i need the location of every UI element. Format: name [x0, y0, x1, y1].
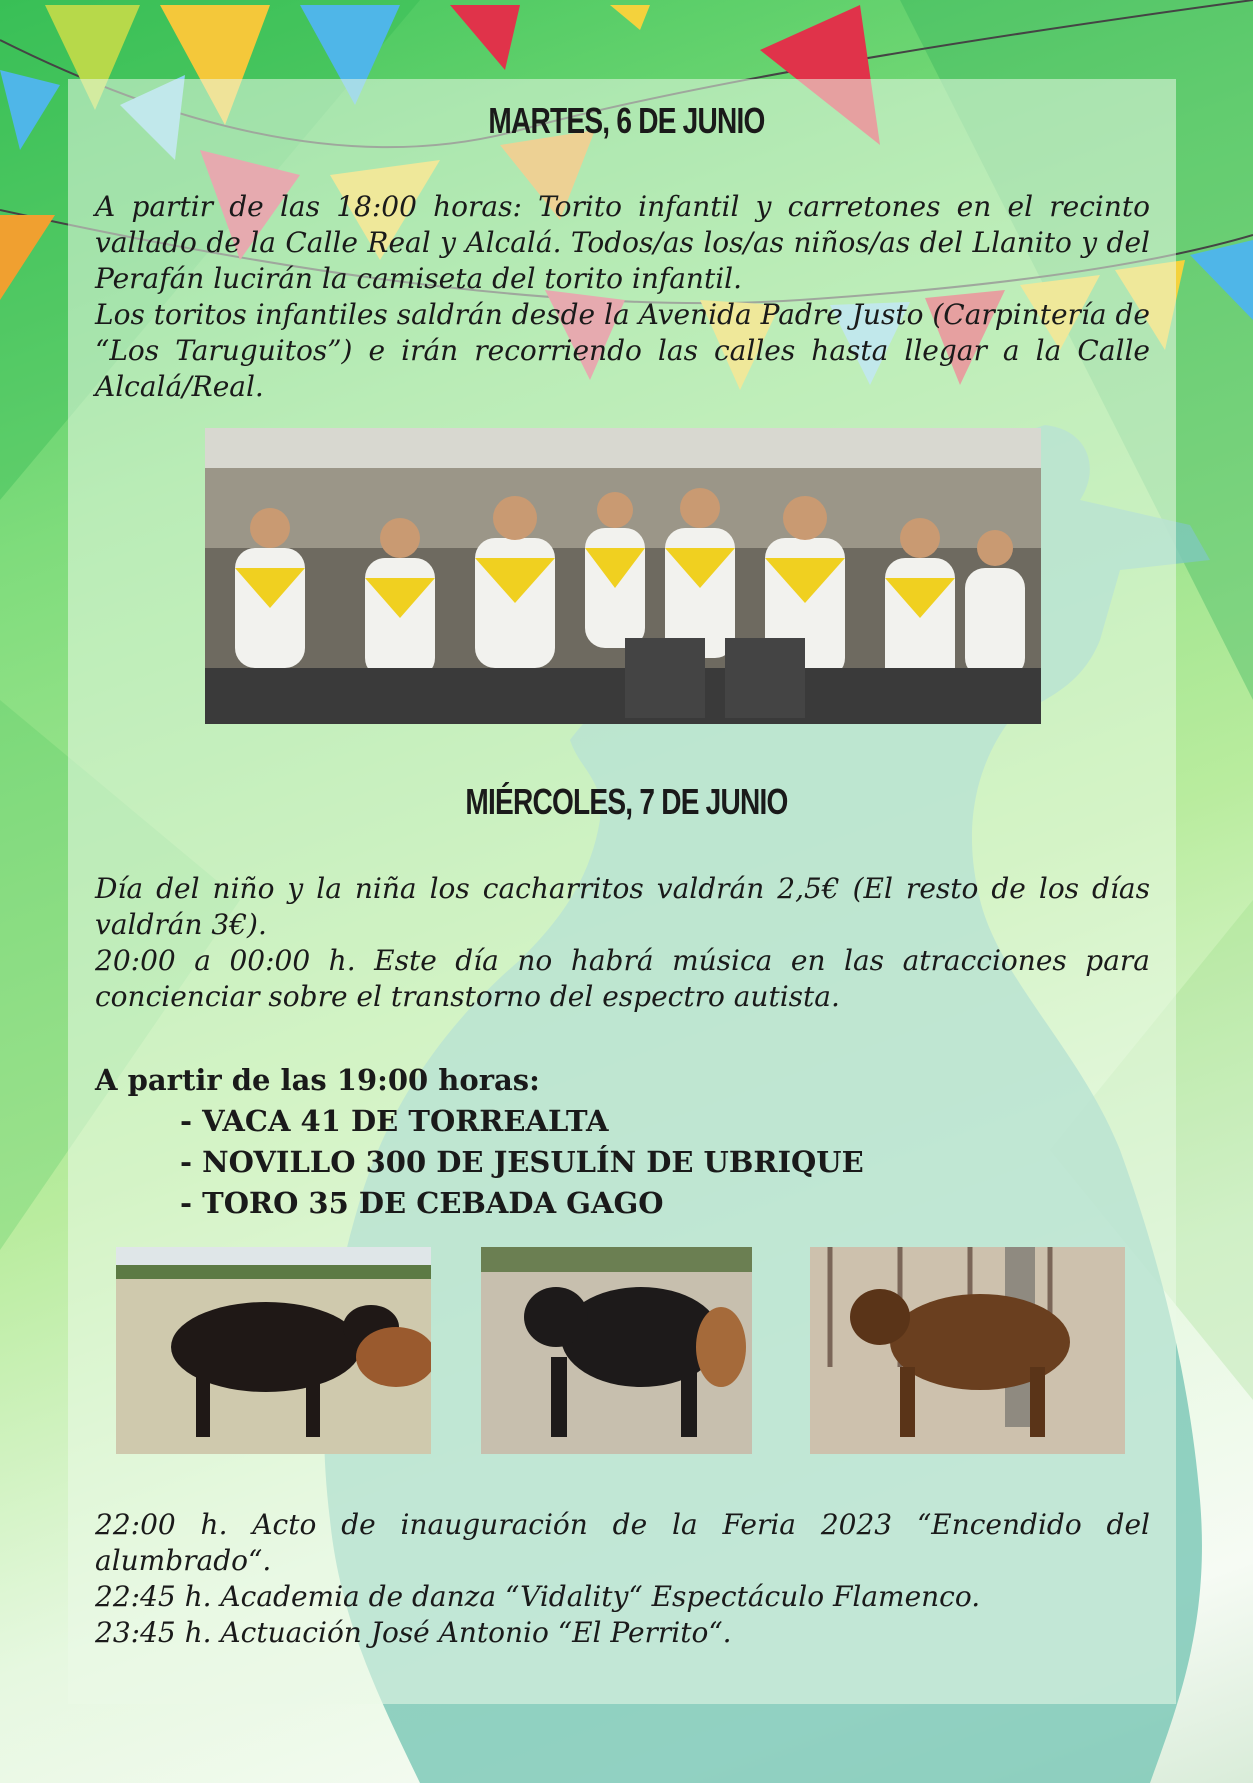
toro-photo — [810, 1247, 1125, 1454]
day1-paragraph-1: A partir de las 18:00 horas: Torito infantil y carretones en el recinto vallado de la Calle Real y Alcalá. Todos/as los/as niños/as del Llanito y del Perafán lucirán la camiseta del torito infantil. — [95, 190, 1150, 295]
evening-item-2: 22:45 h. Academia de danza “Vidality“ Espectáculo Flamenco. — [95, 1580, 981, 1613]
day1-text — [95, 189, 1150, 405]
day1-paragraph-2: Los toritos infantiles saldrán desde la Avenida Padre Justo (Carpintería de “Los Taruguitos”) e irán recorriendo las calles hasta llegar a la Calle Alcalá/Real. — [95, 298, 1150, 403]
day2-title: MIÉRCOLES, 7 DE JUNIO — [465, 781, 788, 822]
vaca-photo — [116, 1247, 431, 1454]
bull-item-2: - NOVILLO 300 DE JESULÍN DE UBRIQUE — [180, 1145, 864, 1179]
day2-paragraph-1: Día del niño y la niña los cacharritos valdrán 2,5€ (El resto de los días valdrán 3€). — [95, 872, 1150, 941]
bulls-heading: A partir de las 19:00 horas: — [95, 1063, 540, 1097]
evening-schedule — [95, 1507, 1150, 1651]
bull-item-3: - TORO 35 DE CEBADA GAGO — [180, 1186, 664, 1220]
day2-paragraph-2: 20:00 a 00:00 h. Este día no habrá música en las atracciones para concienciar sobre el transtorno del espectro autista. — [95, 944, 1150, 1013]
day2-text — [95, 871, 1150, 1015]
bull-item-1: - VACA 41 DE TORREALTA — [180, 1104, 609, 1138]
bulls-list — [95, 1060, 864, 1224]
evening-item-1: 22:00 h. Acto de inauguración de la Feria 2023 “Encendido del alumbrado“. — [95, 1508, 1150, 1577]
day1-title: MARTES, 6 DE JUNIO — [488, 100, 765, 141]
children-toritos-photo — [205, 428, 1041, 724]
evening-item-3: 23:45 h. Actuación José Antonio “El Perrito“. — [95, 1616, 732, 1649]
novillo-photo — [481, 1247, 752, 1454]
